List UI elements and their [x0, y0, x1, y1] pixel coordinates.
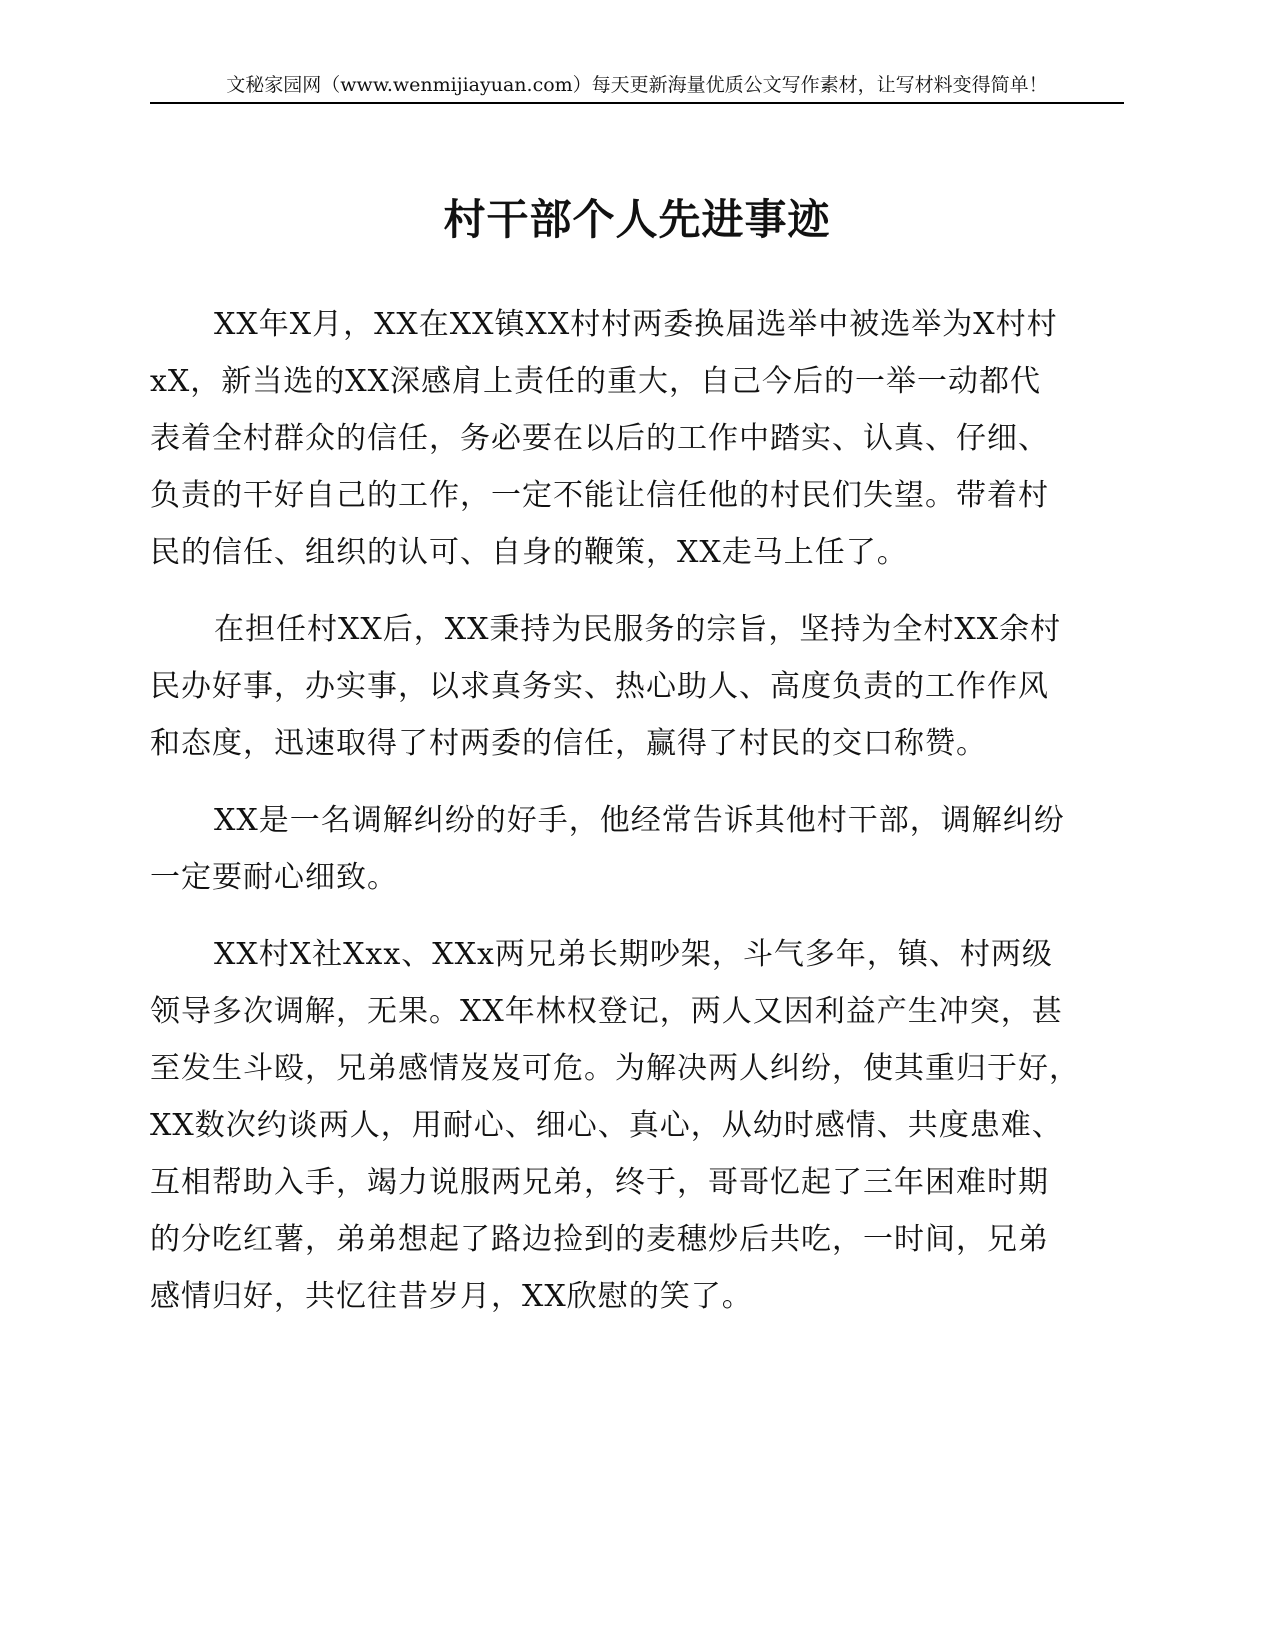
paragraph-line: 民办好事，办实事，以求真务实、热心助人、高度负责的工作作风 [150, 669, 1049, 704]
paragraph-line: XX是一名调解纠纷的好手，他经常告诉其他村干部，调解纠纷 [214, 803, 1065, 838]
paragraph-line: XX年X月，XX在XX镇XX村村两委换届选举中被选举为X村村 [214, 307, 1058, 342]
paragraph [150, 792, 1124, 906]
paragraph-line: 一定要耐心细致。 [150, 860, 398, 895]
paragraph-line: XX数次约谈两人，用耐心、细心、真心，从幼时感情、共度患难、 [150, 1108, 1063, 1143]
header-text: 文秘家园网（www.wenmijiayuan.com）每天更新海量优质公文写作素材，让写材料变得简单！ [226, 74, 1048, 96]
paragraph-line: 在担任村XX后，XX秉持为民服务的宗旨，坚持为全村XX余村 [214, 612, 1062, 647]
paragraph-line: xX，新当选的XX深感肩上责任的重大，自己今后的一举一动都代 [150, 364, 1041, 399]
paragraph-line: 表着全村群众的信任，务必要在以后的工作中踏实、认真、仔细、 [150, 421, 1049, 456]
page-header [150, 72, 1124, 104]
paragraph-line: 的分吃红薯，弟弟想起了路边捡到的麦穗炒后共吃，一时间，兄弟 [150, 1222, 1049, 1257]
paragraph [150, 601, 1124, 772]
paragraph-line: 民的信任、组织的认可、自身的鞭策，XX走马上任了。 [150, 535, 908, 570]
paragraph-line: XX村X社Xxx、XXx两兄弟长期吵架，斗气多年，镇、村两级 [214, 937, 1053, 972]
paragraph-line: 至发生斗殴，兄弟感情岌岌可危。为解决两人纠纷，使其重归于好， [150, 1051, 1080, 1086]
paragraph [150, 926, 1124, 1325]
paragraph-line: 负责的干好自己的工作，一定不能让信任他的村民们失望。带着村 [150, 478, 1049, 513]
document-title: 村干部个人先进事迹 [443, 195, 831, 244]
paragraph-line: 和态度，迅速取得了村两委的信任，赢得了村民的交口称赞。 [150, 726, 987, 761]
paragraph-line: 领导多次调解，无果。XX年林权登记，两人又因利益产生冲突，甚 [150, 994, 1063, 1029]
paragraph-line: 感情归好，共忆往昔岁月，XX欣慰的笑了。 [150, 1279, 753, 1314]
document-body [150, 296, 1124, 1345]
paragraph [150, 296, 1124, 581]
paragraph-line: 互相帮助入手，竭力说服两兄弟，终于，哥哥忆起了三年困难时期 [150, 1165, 1049, 1200]
